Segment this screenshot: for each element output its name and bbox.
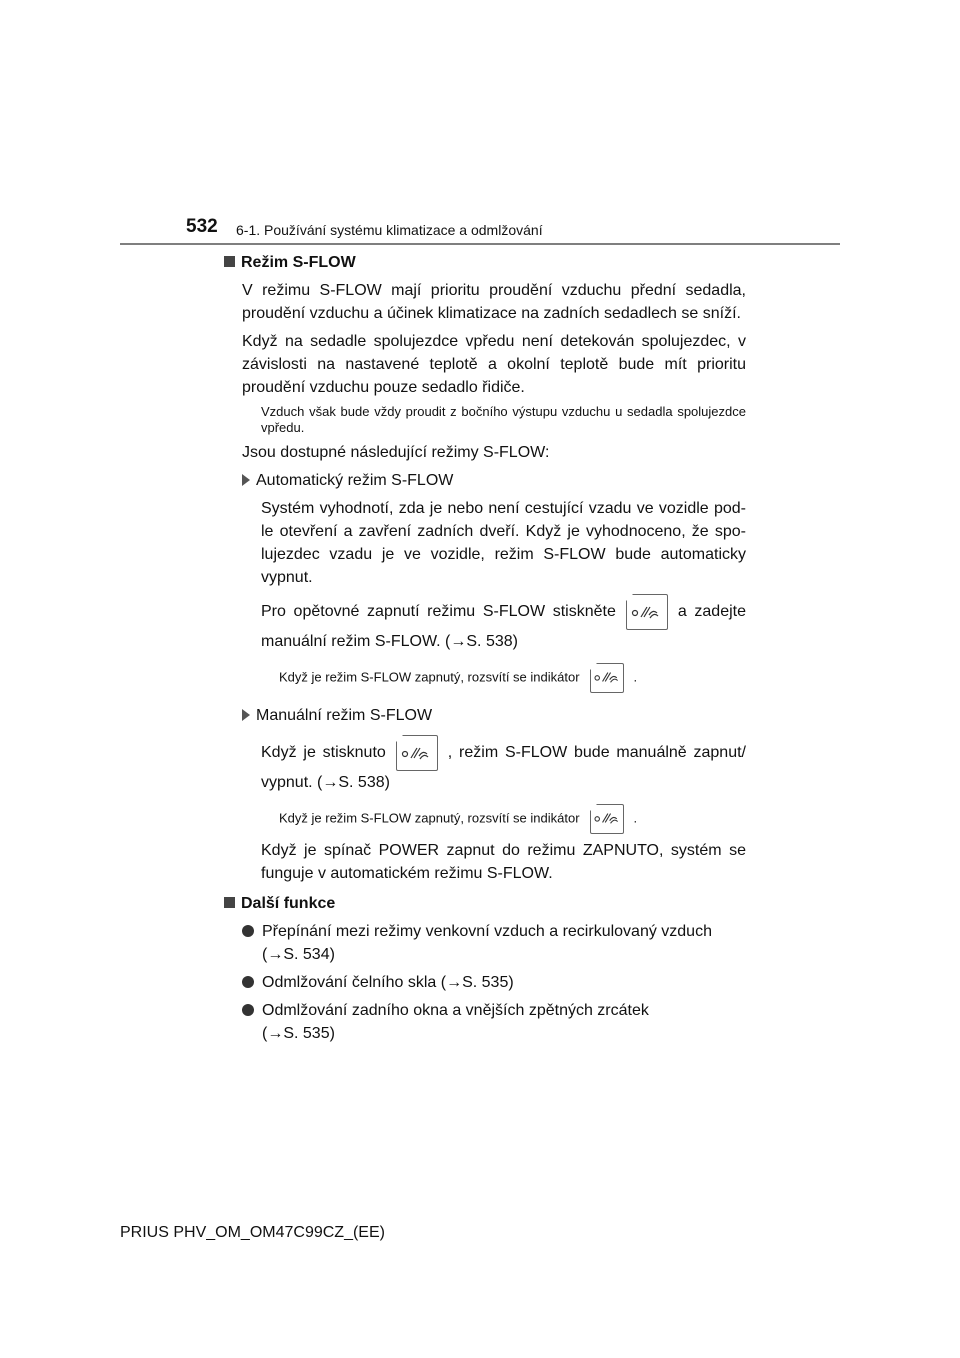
auto-mode-title: Automatický režim S-FLOW [256, 472, 454, 489]
manual-mode-press [261, 735, 746, 794]
square-bullet-icon [224, 897, 235, 908]
heading-other-text: Další funkce [241, 895, 336, 912]
page-number: 532 [186, 216, 218, 237]
sflow-paragraph-2: Když na sedadle spolujezdce vpředu není detekován spolujezdec, v závislosti na nastavené teplotě a okolní teplotě bude mít prioritu proudění vzduchu pouze sedadlo řidiče. [242, 333, 746, 396]
auto-indicator-before: Když je režim S-FLOW zapnutý, rozsvítí se indikátor [279, 669, 580, 685]
auto-indicator-after: . [633, 669, 638, 685]
sflow-available-modes: Jsou dostupné následující režimy S-FLOW: [242, 444, 550, 461]
list-item [242, 971, 746, 994]
list-item-text: Odmlžování čelního skla (→S. 535) [262, 974, 514, 991]
list-item-ref: (→S. 535) [262, 1025, 335, 1042]
manual-mode-heading [242, 705, 746, 727]
auto-press-before: Pro opětovné zapnutí režimu S-FLOW stiskněte [261, 603, 616, 621]
page-content [224, 252, 746, 1045]
heading-sflow-text: Režim S-FLOW [241, 254, 356, 271]
square-bullet-icon [224, 256, 235, 267]
auto-indicator-line [279, 663, 746, 693]
s-flow-indicator-icon [590, 804, 624, 834]
list-item-ref: (→S. 534) [262, 946, 335, 963]
heading-sflow [224, 252, 746, 274]
s-flow-icon [626, 594, 668, 630]
sflow-paragraph-1: V režimu S-FLOW mají prioritu proudění vzduchu přední sedadla, proudění vzduchu a účinek klimatizace na zadních sedadlech se sníží. [242, 282, 746, 322]
footer-doc-code: PRIUS PHV_OM_OM47C99CZ_(EE) [120, 1224, 385, 1241]
triangle-bullet-icon [242, 474, 250, 486]
round-bullet-icon [242, 976, 254, 988]
manual-indicator-after: . [633, 810, 638, 826]
manual-indicator-line [279, 804, 746, 834]
power-note: Když je spínač POWER zapnut do režimu ZAPNUTO, systém se funguje v automatickém režimu S-FLOW. [261, 842, 746, 882]
triangle-bullet-icon [242, 709, 250, 721]
manual-indicator-before: Když je režim S-FLOW zapnutý, rozsvítí se indikátor [279, 810, 580, 826]
s-flow-indicator-icon [590, 663, 624, 693]
list-item [242, 999, 746, 1045]
header-rule [120, 243, 840, 245]
s-flow-icon [396, 735, 438, 771]
manual-mode-title: Manuální režim S-FLOW [256, 707, 433, 724]
list-item-text: Přepínání mezi režimy venkovní vzduch a recirkulovaný vzduch [262, 923, 712, 940]
list-item [242, 920, 746, 966]
heading-other-functions [224, 893, 746, 915]
auto-mode-press [261, 594, 746, 653]
section-title: 6-1. Používání systému klimatizace a odmlžování [236, 222, 543, 238]
round-bullet-icon [242, 925, 254, 937]
auto-mode-text: Systém vyhodnotí, zda je nebo není cestující vzadu ve vozidle pod-le otevření a zavření zadních dveří. Když je vyhodnoceno, že spo-lujezdec vzadu je ve vozidle, režim S-FLOW bude automaticky vypnut. [261, 500, 746, 586]
manual-press-before: Když je stisknuto [261, 744, 386, 762]
list-item-text: Odmlžování zadního okna a vnějších zpětných zrcátek [262, 1002, 649, 1019]
auto-mode-heading [242, 470, 746, 492]
auto-press-after: a zadejte manuální režim S-FLOW. (→S. 538) [261, 603, 747, 650]
manual-press-after: , režim S-FLOW bude manuálně zapnut/ vypnut. (→S. 538) [261, 744, 746, 791]
sflow-note: Vzduch však bude vždy proudit z bočního výstupu vzduchu u sedadla spolujezdce vpředu. [261, 404, 746, 435]
round-bullet-icon [242, 1004, 254, 1016]
